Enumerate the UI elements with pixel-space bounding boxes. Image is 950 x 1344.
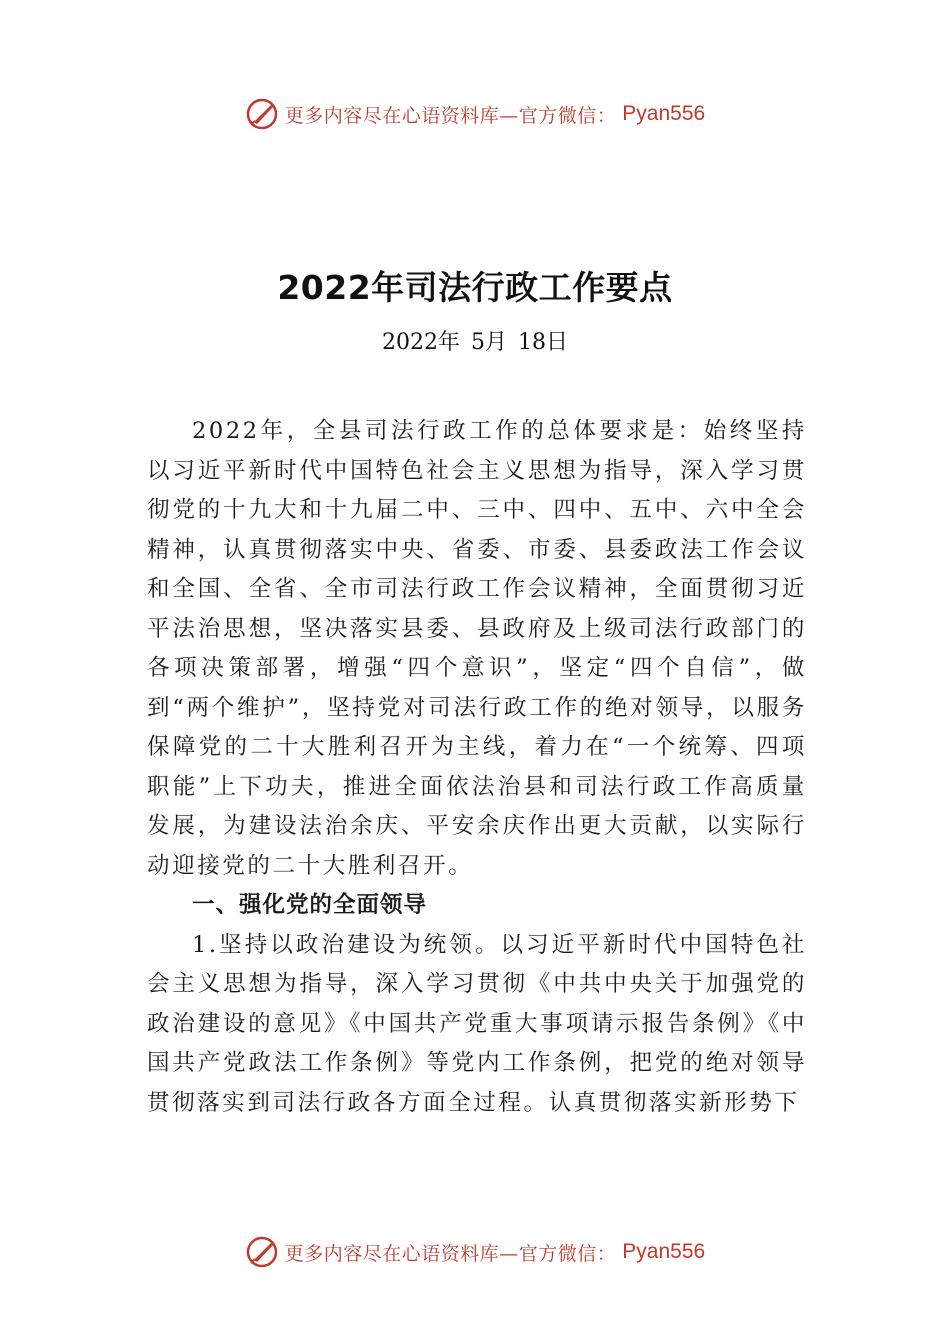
watermark-text: 更多内容尽在心语资料库—官方微信： (284, 1242, 617, 1265)
quill-logo-icon (245, 97, 279, 131)
document-body (147, 412, 807, 1123)
quill-logo-icon (245, 1235, 279, 1269)
document-date: 2022年 5月 18日 (382, 330, 568, 355)
section-heading-1: 一、强化党的全面领导 (192, 892, 428, 918)
paragraph-intro: 2022年，全县司法行政工作的总体要求是：始终坚持以习近平新时代中国特色社会主义思想为指导，深入学习贯彻党的十九大和十九届二中、三中、四中、五中、六中全会精神，认真贯彻落实中央、省委、市委、县委政法工作会议和全国、全省、全市司法行政工作会议精神，全面贯彻习近平法治思想，坚决落实县委、县政府及上级司法行政部门的各项决策部署，增强“四个意识”，坚定“四个自信”，做到“两个维护”，坚持党对司法行政工作的绝对领导，以服务保障党的二十大胜利召开为主线，着力在“一个统筹、四项职能”上下功夫，推进全面依法治县和司法行政工作高质量发展，为建设法治余庆、平安余庆作出更大贡献，以实际行动迎接党的二十大胜利召开。 (147, 418, 807, 879)
document-title: 2022年司法行政工作要点 (277, 268, 673, 307)
watermark-header (0, 94, 950, 134)
watermark-wechat-id: Pyan556 (622, 1240, 706, 1263)
watermark-text: 更多内容尽在心语资料库—官方微信： (284, 104, 617, 127)
watermark-wechat-id: Pyan556 (622, 102, 706, 125)
watermark-footer (0, 1232, 950, 1272)
paragraph-1: 1.坚持以政治建设为统领。以习近平新时代中国特色社会主义思想为指导，深入学习贯彻《中共中央关于加强党的政治建设的意见》《中国共产党重大事项请示报告条例》《中国共产党政法工作条例》等党内工作条例，把党的绝对领导贯彻落实到司法行政各方面全过程。认真贯彻落实新形势下 (147, 931, 807, 1116)
